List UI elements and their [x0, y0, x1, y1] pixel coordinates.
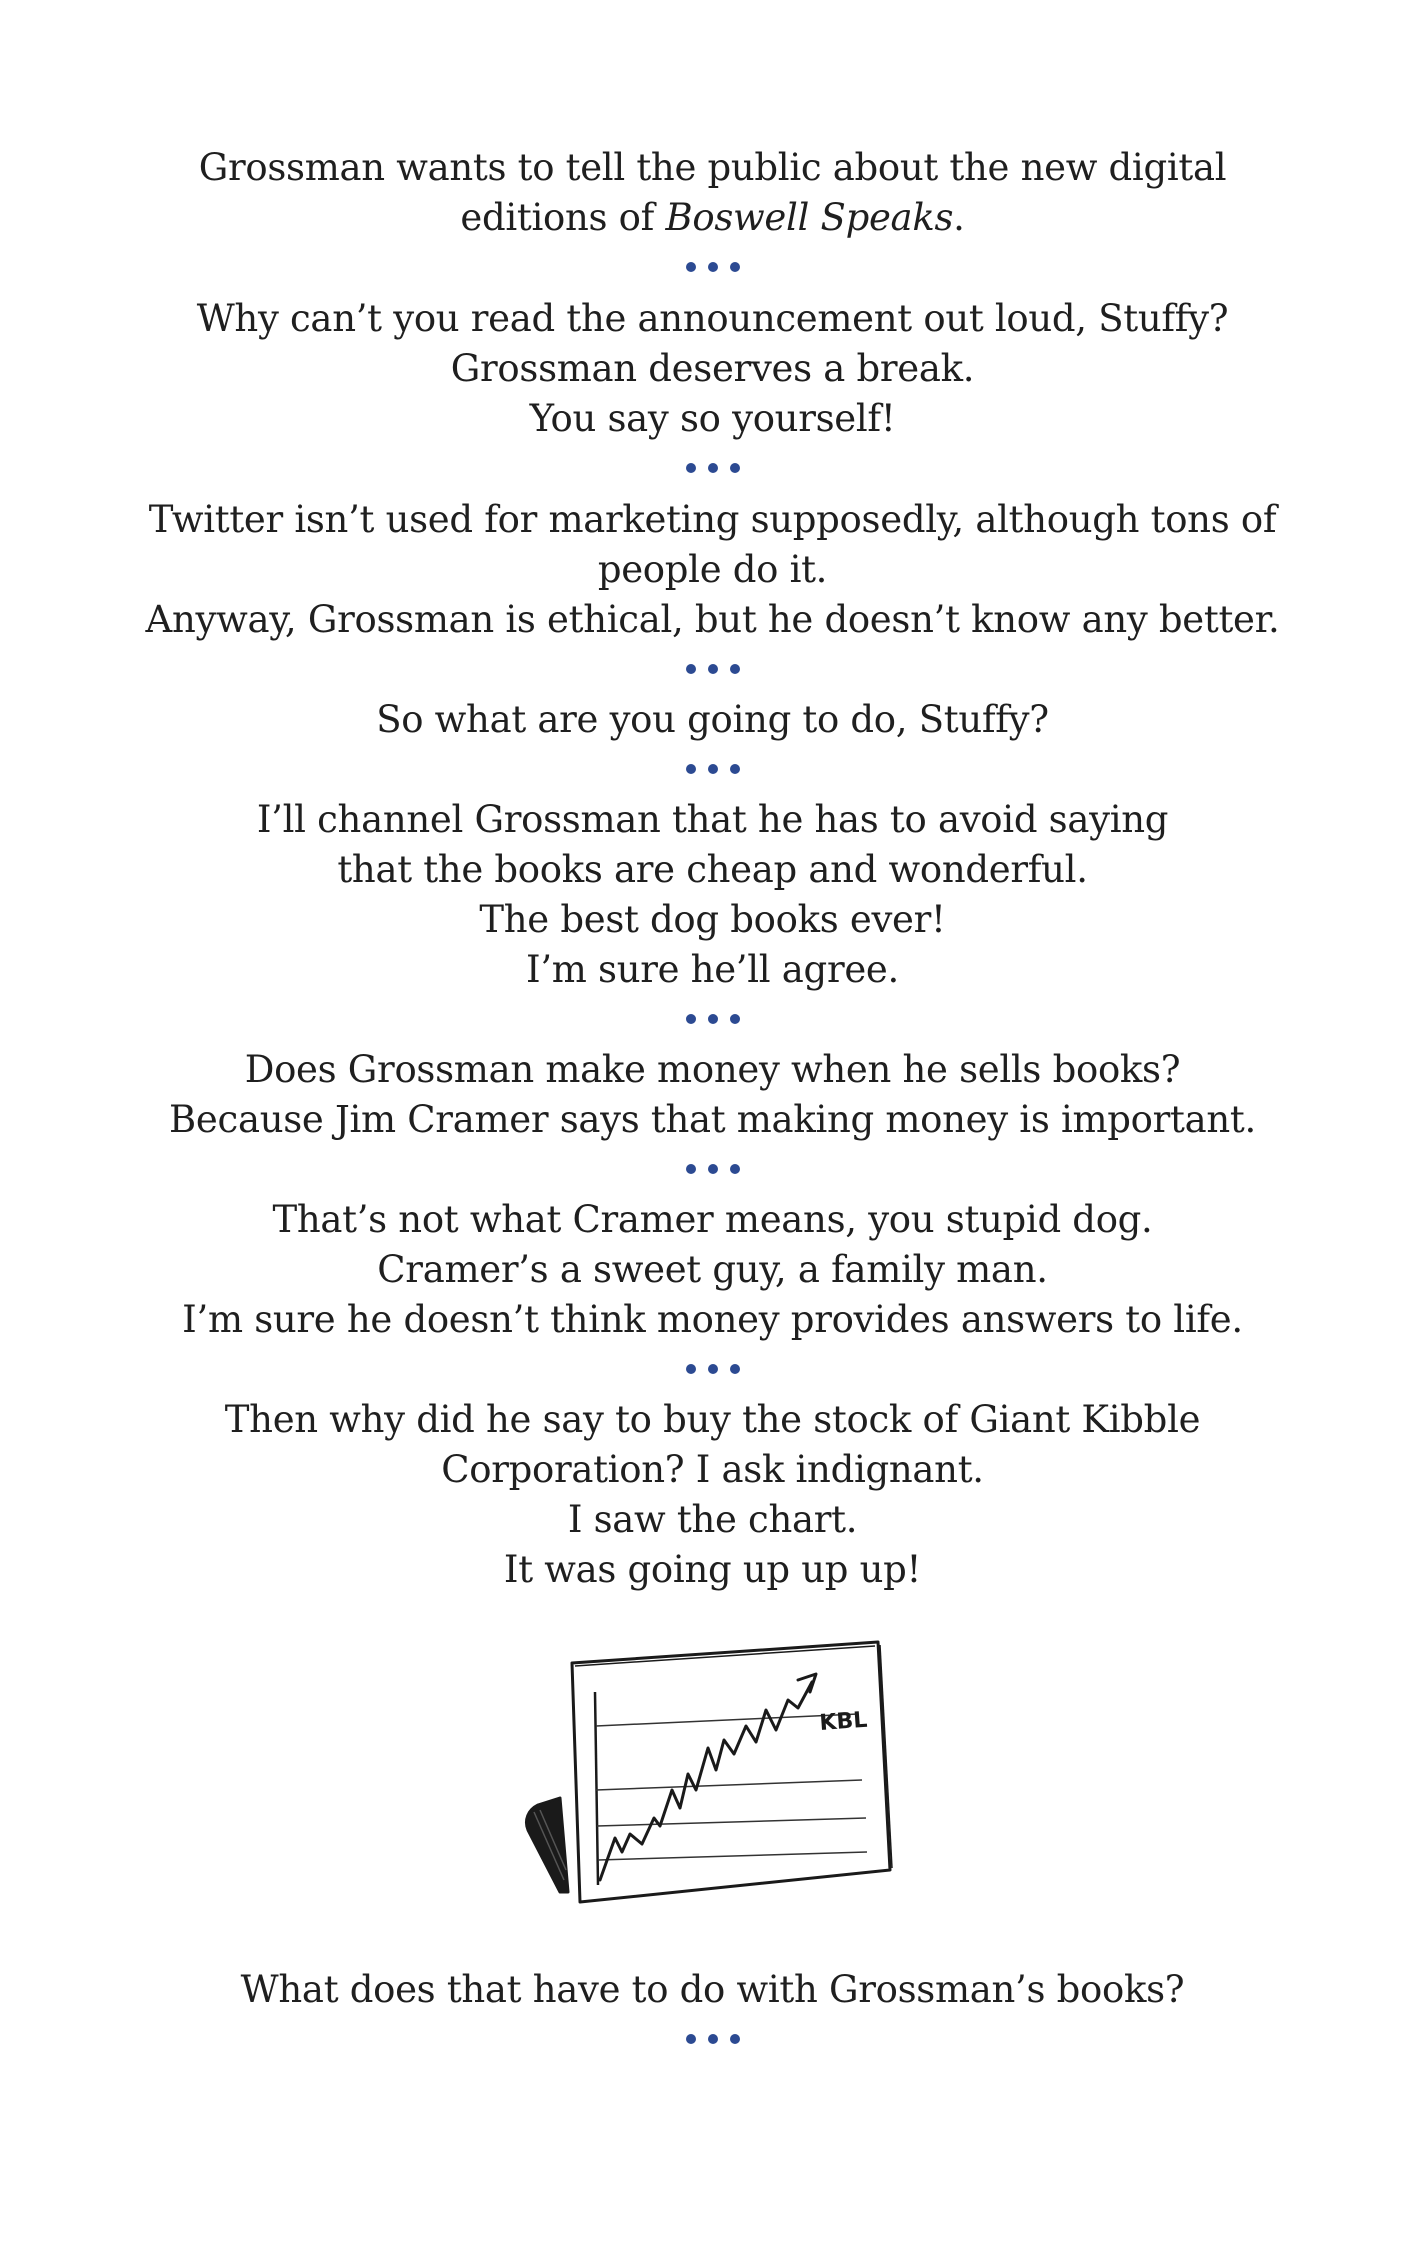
easel-shadow: [526, 1798, 568, 1892]
book-title: Boswell Speaks: [665, 196, 954, 239]
passage-3-line-2: people do it.: [597, 548, 828, 591]
passage-5-line-4: I’m sure he’ll agree.: [526, 948, 899, 991]
passage-1: [100, 143, 1325, 243]
passage-5: [100, 795, 1325, 995]
passage-2-line-3: You say so yourself!: [529, 397, 896, 440]
passage-6-line-2: Because Jim Cramer says that making money is important.: [169, 1098, 1256, 1141]
passage-3: [100, 495, 1325, 645]
separator-dots: [0, 1008, 1425, 1028]
separator-dots: [0, 2028, 1425, 2048]
passage-1-line-2: [100, 193, 1325, 243]
passage-1-line-1: Grossman wants to tell the public about the new digital: [198, 146, 1227, 189]
passage-5-line-2: that the books are cheap and wonderful.: [337, 848, 1088, 891]
passage-6: [100, 1045, 1325, 1145]
separator-dots: [0, 758, 1425, 778]
passage-7-line-3: I’m sure he doesn’t think money provides answers to life.: [182, 1298, 1243, 1341]
passage-2-line-2: Grossman deserves a break.: [450, 347, 975, 390]
stock-chart-drawing: [520, 1630, 900, 1930]
passage-8-line-2: Corporation? I ask indignant.: [441, 1448, 984, 1491]
passage-7: [100, 1195, 1325, 1345]
passage-5-line-1: I’ll channel Grossman that he has to avoid saying: [256, 798, 1169, 841]
passage-6-line-1: Does Grossman make money when he sells books?: [244, 1048, 1181, 1091]
passage-9: [100, 1965, 1325, 2015]
separator-dots: [0, 1158, 1425, 1178]
passage-8: [100, 1395, 1325, 1595]
passage-2-line-1: Why can’t you read the announcement out loud, Stuffy?: [196, 297, 1229, 340]
passage-4: [100, 695, 1325, 745]
book-title-suffix: .: [953, 196, 965, 239]
passage-4-line-1: So what are you going to do, Stuffy?: [376, 698, 1049, 741]
separator-dots: [0, 658, 1425, 678]
passage-8-line-3: I saw the chart.: [567, 1498, 858, 1541]
passage-7-line-1: That’s not what Cramer means, you stupid dog.: [272, 1198, 1153, 1241]
passage-7-line-2: Cramer’s a sweet guy, a family man.: [377, 1248, 1048, 1291]
passage-9-line-1: What does that have to do with Grossman’s books?: [240, 1968, 1185, 2011]
separator-dots: [0, 256, 1425, 276]
separator-dots: [0, 1358, 1425, 1378]
chart-ticker-label: KBL: [818, 1707, 869, 1736]
passage-3-line-1: Twitter isn’t used for marketing supposedly, although tons of: [148, 498, 1277, 541]
chart-board: [572, 1642, 890, 1902]
passage-8-line-1: Then why did he say to buy the stock of Giant Kibble: [224, 1398, 1201, 1441]
passage-5-line-3: The best dog books ever!: [479, 898, 946, 941]
stock-chart-illustration: [520, 1630, 900, 1930]
passage-8-line-4: It was going up up up!: [503, 1548, 922, 1591]
separator-dots: [0, 457, 1425, 477]
passage-3-line-3: Anyway, Grossman is ethical, but he doesn’t know any better.: [145, 598, 1280, 641]
passage-1-line-2-text: editions of: [460, 196, 666, 239]
passage-2: [100, 294, 1325, 444]
